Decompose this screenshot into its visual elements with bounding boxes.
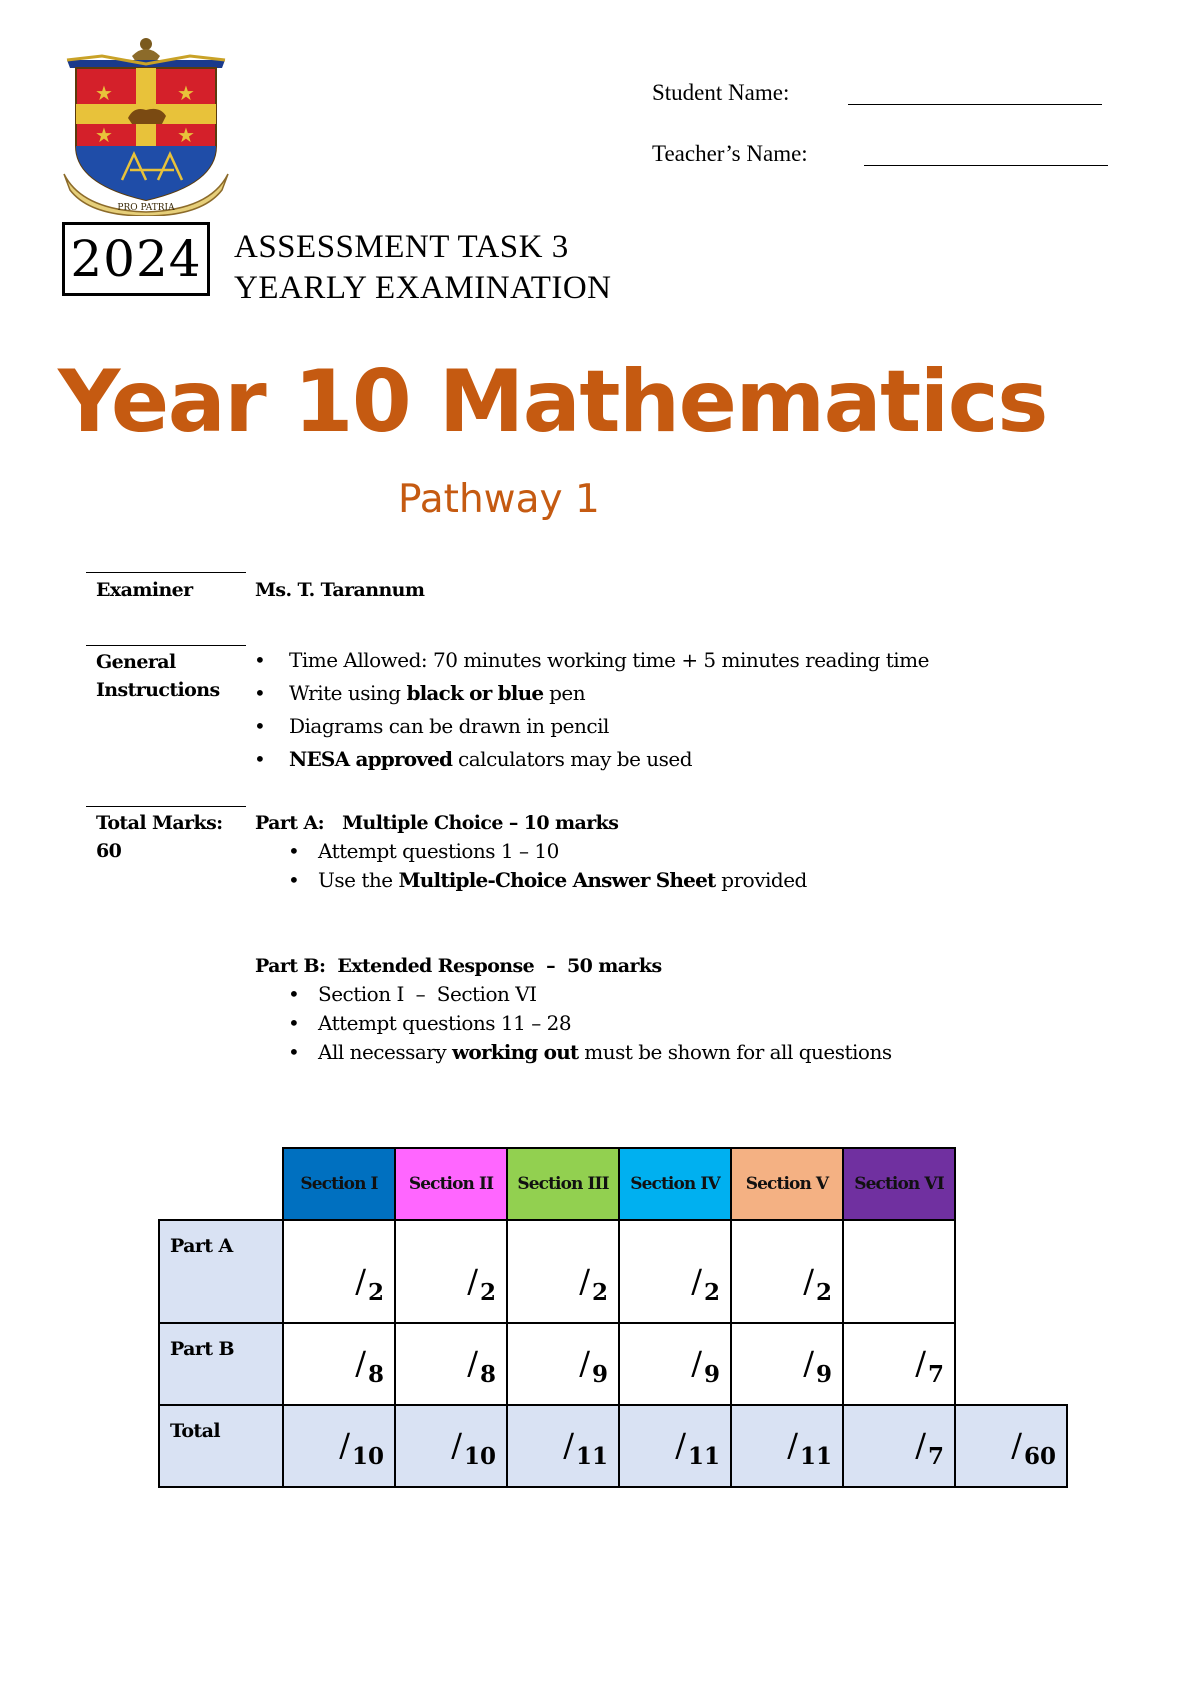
page-subtitle: Pathway 1 — [398, 477, 600, 522]
task-line-1: ASSESSMENT TASK 3 — [234, 229, 569, 265]
row-header: Part B — [159, 1323, 283, 1405]
teacher-name-line[interactable] — [864, 165, 1108, 166]
mark-cell[interactable]: /9 — [731, 1323, 843, 1405]
part-b-item: • All necessary working out must be shown for all questions — [288, 1038, 892, 1067]
mark-cell[interactable]: /7 — [843, 1323, 955, 1405]
table-row — [159, 1220, 1067, 1323]
mark-cell[interactable]: /2 — [395, 1220, 507, 1323]
svg-text:★: ★ — [177, 81, 195, 105]
total-cell[interactable]: /7 — [843, 1405, 955, 1487]
examiner-label: Examiner — [96, 579, 193, 601]
student-name-label: Student Name: — [652, 80, 790, 105]
mark-cell[interactable]: /9 — [619, 1323, 731, 1405]
svg-text:★: ★ — [95, 81, 113, 105]
total-cell[interactable]: /11 — [619, 1405, 731, 1487]
instructions-list — [254, 644, 929, 776]
mark-cell[interactable]: /8 — [395, 1323, 507, 1405]
table-corner — [159, 1148, 283, 1220]
instruction-item: • NESA approved calculators may be used — [254, 743, 929, 776]
mark-cell[interactable]: /2 — [283, 1220, 395, 1323]
part-a-item: • Attempt questions 1 – 10 — [288, 837, 807, 866]
table-row — [159, 1323, 1067, 1405]
part-b-item: • Section I – Section VI — [288, 980, 892, 1009]
total-cell[interactable]: /11 — [731, 1405, 843, 1487]
svg-text:★: ★ — [177, 123, 195, 147]
part-b-heading: Part B: Extended Response – 50 marks — [255, 955, 662, 977]
table-blank — [955, 1323, 1067, 1405]
section-header: Section II — [395, 1148, 507, 1220]
section-header: Section III — [507, 1148, 619, 1220]
mark-cell[interactable]: /2 — [731, 1220, 843, 1323]
row-header: Part A — [159, 1220, 283, 1323]
section-header: Section VI — [843, 1148, 955, 1220]
instruction-item: • Time Allowed: 70 minutes working time + 5 minutes reading time — [254, 644, 929, 677]
part-a-list — [288, 837, 807, 895]
part-a-item: • Use the Multiple-Choice Answer Sheet provided — [288, 866, 807, 895]
mark-cell[interactable]: /9 — [507, 1323, 619, 1405]
instruction-item: • Write using black or blue pen — [254, 677, 929, 710]
svg-text:★: ★ — [95, 123, 113, 147]
student-name-line[interactable] — [848, 104, 1102, 105]
instructions-label: General Instructions — [96, 651, 220, 701]
year-box: 2024 — [62, 222, 210, 296]
mark-cell-empty — [843, 1220, 955, 1323]
total-cell[interactable]: /10 — [283, 1405, 395, 1487]
school-crest-logo — [62, 34, 230, 216]
section-header: Section I — [283, 1148, 395, 1220]
grand-total-cell[interactable]: /60 — [955, 1405, 1067, 1487]
table-row-total — [159, 1405, 1067, 1487]
examiner-rule — [86, 572, 246, 573]
examiner-value: Ms. T. Tarannum — [255, 579, 425, 601]
total-marks-rule — [86, 806, 246, 807]
table-corner — [955, 1148, 1067, 1220]
mark-cell[interactable]: /8 — [283, 1323, 395, 1405]
total-cell[interactable]: /11 — [507, 1405, 619, 1487]
marks-table — [158, 1147, 1068, 1488]
section-header: Section IV — [619, 1148, 731, 1220]
total-marks-label: Total Marks: 60 — [96, 812, 223, 862]
part-a-heading: Part A: Multiple Choice – 10 marks — [255, 812, 619, 834]
teacher-name-label: Teacher’s Name: — [652, 141, 808, 166]
page-title: Year 10 Mathematics — [58, 352, 1047, 452]
mark-cell[interactable]: /2 — [507, 1220, 619, 1323]
total-cell[interactable]: /10 — [395, 1405, 507, 1487]
section-header-row — [159, 1148, 1067, 1220]
section-header: Section V — [731, 1148, 843, 1220]
part-b-item: • Attempt questions 11 – 28 — [288, 1009, 892, 1038]
instruction-item: • Diagrams can be drawn in pencil — [254, 710, 929, 743]
instructions-rule — [86, 645, 246, 646]
part-b-list — [288, 980, 892, 1067]
row-header: Total — [159, 1405, 283, 1487]
task-line-2: YEARLY EXAMINATION — [234, 270, 612, 306]
mark-cell[interactable]: /2 — [619, 1220, 731, 1323]
table-blank — [955, 1220, 1067, 1323]
svg-text:PRO PATRIA: PRO PATRIA — [117, 203, 175, 213]
